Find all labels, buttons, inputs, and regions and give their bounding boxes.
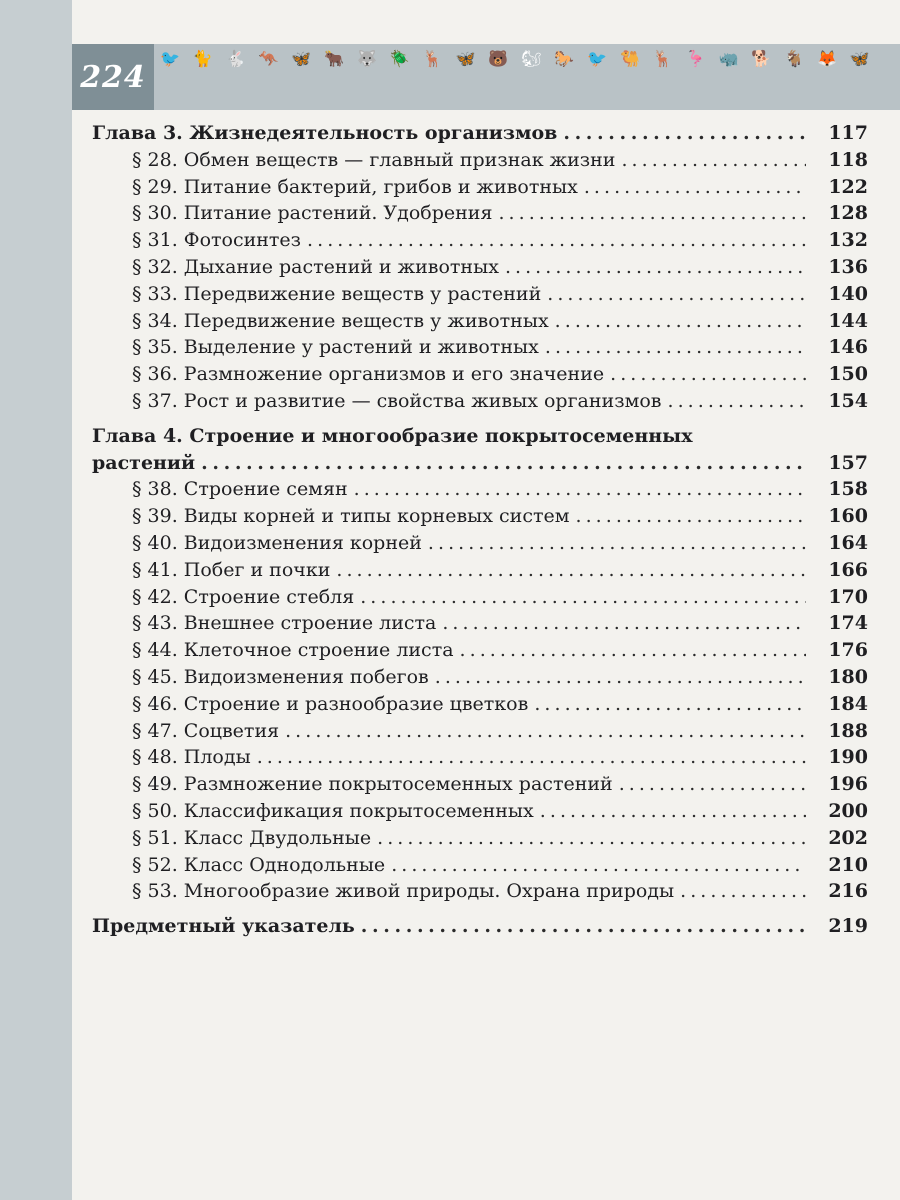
toc-page-number: 122 [828, 175, 868, 198]
butterfly-icon: 🦋 [291, 49, 312, 68]
toc-chapter-title: Глава 3. Жизнедеятельность организмов [92, 122, 558, 144]
dot-leader [540, 800, 806, 822]
dot-leader [307, 229, 806, 251]
dog-icon: 🐕 [751, 49, 772, 68]
left-margin-strip [0, 0, 72, 1200]
dot-leader [555, 310, 806, 332]
toc-page-number: 219 [828, 915, 868, 938]
toc-section-39 [92, 505, 868, 532]
toc-section-title: § 38. Строение семян [132, 478, 348, 501]
toc-section-title: § 36. Размножение организмов и его значение [132, 363, 605, 386]
dot-leader [435, 666, 806, 688]
dot-leader [668, 390, 807, 412]
toc-page-number: 160 [828, 505, 868, 528]
toc-section-49 [92, 773, 868, 800]
toc-section-44 [92, 639, 868, 666]
toc-page-number: 176 [828, 639, 868, 662]
toc-page-number: 180 [828, 665, 868, 688]
kangaroo-icon: 🦘 [258, 49, 279, 68]
toc-page-number: 196 [828, 773, 868, 796]
toc-page-number: 158 [828, 478, 868, 501]
toc-page-number: 216 [828, 880, 868, 903]
toc-section-title: § 28. Обмен веществ — главный признак жизни [132, 148, 616, 171]
toc-index-title: Предметный указатель [92, 915, 355, 938]
toc-chapter-3 [92, 122, 868, 149]
toc-section-47 [92, 720, 868, 747]
toc-section-title: § 31. Фотосинтез [132, 229, 302, 252]
bull-icon: 🐂 [324, 49, 345, 68]
dot-leader [257, 746, 806, 768]
toc-section-52 [92, 854, 868, 881]
toc-section-title: § 43. Внешнее строение листа [132, 612, 437, 635]
beetle-icon: 🪲 [389, 49, 410, 68]
toc-subject-index [92, 915, 868, 942]
toc-page-number: 188 [828, 719, 868, 742]
toc-page-number: 117 [828, 122, 868, 144]
toc-page-number: 190 [828, 746, 868, 769]
table-of-contents [92, 122, 868, 942]
dot-leader [336, 559, 806, 581]
rhino-icon: 🦏 [718, 49, 739, 68]
toc-section-title: § 32. Дыхание растений и животных [132, 255, 499, 278]
toc-section-40 [92, 532, 868, 559]
toc-section-title: § 41. Побег и почки [132, 558, 331, 581]
dot-leader [285, 720, 806, 742]
toc-page-number: 150 [828, 363, 868, 386]
toc-section-title: § 51. Класс Двудольные [132, 826, 372, 849]
dot-leader [201, 452, 806, 474]
dot-leader [547, 283, 806, 305]
moose-icon: 🦌 [652, 49, 673, 68]
dot-leader [498, 202, 806, 224]
toc-page-number: 174 [828, 612, 868, 635]
toc-page-number: 132 [828, 229, 868, 252]
toc-section-title: § 42. Строение стебля [132, 585, 355, 608]
toc-page-number: 144 [828, 309, 868, 332]
antelope-icon: 🦌 [422, 49, 443, 68]
toc-section-title: § 52. Класс Однодольные [132, 853, 386, 876]
page-number-box [72, 44, 154, 110]
toc-section-37 [92, 390, 868, 417]
toc-page-number: 184 [828, 692, 868, 715]
toc-chapter-4-line2 [92, 452, 868, 479]
toc-page-number: 170 [828, 585, 868, 608]
toc-section-43 [92, 612, 868, 639]
toc-chapter-title-continued: растений [92, 451, 196, 474]
toc-page-number: 157 [828, 451, 868, 474]
toc-page-number: 136 [828, 255, 868, 278]
dot-leader [505, 256, 806, 278]
toc-page-number: 118 [828, 148, 868, 171]
toc-section-36 [92, 363, 868, 390]
dot-leader [354, 478, 806, 500]
dot-leader [377, 827, 806, 849]
dot-leader [584, 176, 806, 198]
toc-page-number: 210 [828, 853, 868, 876]
toc-section-38 [92, 478, 868, 505]
dot-leader [460, 639, 806, 661]
toc-page-number: 128 [828, 202, 868, 225]
toc-section-title: § 48. Плоды [132, 746, 251, 769]
toc-chapter-4-line1 [92, 425, 868, 452]
bear-icon: 🐻 [488, 49, 509, 68]
animal-silhouette-strip [160, 44, 870, 74]
toc-section-34 [92, 310, 868, 337]
toc-section-title: § 37. Рост и развитие — свойства живых организмов [132, 389, 662, 412]
horse-icon: 🐎 [554, 49, 575, 68]
toc-section-title: § 53. Многообразие живой природы. Охрана природы [132, 880, 675, 903]
toc-page-number: 166 [828, 558, 868, 581]
toc-section-title: § 34. Передвижение веществ у животных [132, 309, 549, 332]
cat-icon: 🐈 [192, 49, 213, 68]
wolf-icon: 🐺 [356, 49, 377, 68]
toc-page-number: 200 [828, 799, 868, 822]
toc-section-35 [92, 336, 868, 363]
camel-icon: 🐫 [619, 49, 640, 68]
dot-leader [360, 586, 806, 608]
squirrel-icon: 🐿 [521, 49, 542, 68]
toc-section-title: § 45. Видоизменения побегов [132, 665, 429, 688]
dot-leader [545, 336, 806, 358]
toc-section-title: § 50. Классификация покрытосеменных [132, 799, 534, 822]
toc-section-45 [92, 666, 868, 693]
toc-section-title: § 40. Видоизменения корней [132, 531, 422, 554]
toc-page-number: 146 [828, 336, 868, 359]
dot-leader [563, 122, 806, 144]
page-number: 224 [80, 59, 146, 95]
toc-section-50 [92, 800, 868, 827]
toc-section-29 [92, 176, 868, 203]
toc-section-28 [92, 149, 868, 176]
toc-section-title: § 47. Соцветия [132, 719, 280, 742]
toc-section-48 [92, 746, 868, 773]
toc-section-46 [92, 693, 868, 720]
fox-icon: 🦊 [816, 49, 837, 68]
toc-page-number: 154 [828, 389, 868, 412]
dot-leader [534, 693, 806, 715]
dot-leader [576, 505, 806, 527]
dot-leader [610, 363, 806, 385]
toc-section-33 [92, 283, 868, 310]
dot-leader [442, 612, 806, 634]
dot-leader [428, 532, 806, 554]
toc-section-title: § 29. Питание бактерий, грибов и животных [132, 175, 578, 198]
bird-icon: 🐦 [160, 49, 180, 68]
toc-section-41 [92, 559, 868, 586]
goat-icon: 🐐 [784, 49, 805, 68]
dot-leader [680, 880, 806, 902]
toc-section-42 [92, 586, 868, 613]
toc-section-title: § 35. Выделение у растений и животных [132, 336, 539, 359]
dot-leader [619, 773, 806, 795]
toc-section-title: § 49. Размножение покрытосеменных растений [132, 773, 613, 796]
heron-icon: 🦩 [685, 49, 706, 68]
toc-section-32 [92, 256, 868, 283]
toc-section-53 [92, 880, 868, 907]
bird-icon: 🐦 [587, 49, 608, 68]
toc-section-title: § 30. Питание растений. Удобрения [132, 202, 493, 225]
dot-leader [621, 149, 806, 171]
toc-section-31 [92, 229, 868, 256]
butterfly-icon: 🦋 [455, 49, 476, 68]
toc-section-51 [92, 827, 868, 854]
hare-icon: 🐇 [225, 49, 246, 68]
butterfly-icon: 🦋 [849, 49, 870, 68]
dot-leader [361, 915, 806, 937]
toc-section-30 [92, 202, 868, 229]
toc-section-title: § 44. Клеточное строение листа [132, 639, 454, 662]
toc-page-number: 140 [828, 282, 868, 305]
toc-section-title: § 46. Строение и разнообразие цветков [132, 692, 529, 715]
dot-leader [391, 854, 806, 876]
toc-section-title: § 33. Передвижение веществ у растений [132, 282, 542, 305]
toc-page-number: 202 [828, 826, 868, 849]
toc-section-title: § 39. Виды корней и типы корневых систем [132, 505, 570, 528]
toc-chapter-title: Глава 4. Строение и многообразие покрытосеменных [92, 424, 693, 447]
toc-page-number: 164 [828, 531, 868, 554]
